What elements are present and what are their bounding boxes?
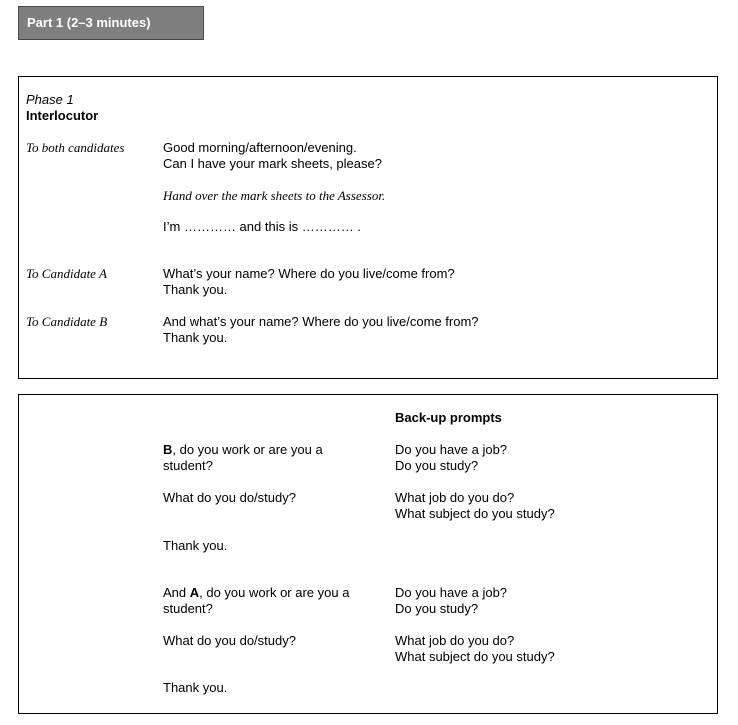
b-question1-rest: , do you work or are you a xyxy=(172,442,323,457)
candidate-a-line2: Thank you. xyxy=(163,282,228,297)
b-question2: What do you do/study? xyxy=(163,490,296,505)
a-question1-line1 xyxy=(163,585,349,601)
candidate-a-line1: What’s your name? Where do you live/come from? xyxy=(163,266,455,281)
b-question1-line1 xyxy=(163,442,323,458)
a-prompt1-line2: Do you study? xyxy=(395,601,479,616)
a-prompt2-line1: What job do you do? xyxy=(395,633,515,648)
candidate-b-line1: And what’s your name? Where do you live/come from? xyxy=(163,314,479,329)
phase-label: Phase 1 xyxy=(26,92,74,107)
part-header xyxy=(18,6,204,40)
candidate-a-letter: A xyxy=(189,585,200,600)
candidate-b-letter: B xyxy=(163,442,173,457)
candidate-b-line2: Thank you. xyxy=(163,330,228,345)
a-thanks: Thank you. xyxy=(163,680,228,695)
b-prompt2-line1: What job do you do? xyxy=(395,490,515,505)
b-thanks: Thank you. xyxy=(163,538,228,553)
a-prompt2-line2: What subject do you study? xyxy=(395,649,555,664)
greeting-line1: Good morning/afternoon/evening. xyxy=(163,140,357,155)
a-question2: What do you do/study? xyxy=(163,633,296,648)
to-candidate-a-label: To Candidate A xyxy=(26,266,107,281)
a-prompt1-line1: Do you have a job? xyxy=(395,585,508,600)
a-question1-line2: student? xyxy=(163,601,213,616)
to-both-label: To both candidates xyxy=(26,140,125,155)
role-label: Interlocutor xyxy=(26,108,99,123)
to-candidate-b-label: To Candidate B xyxy=(26,314,108,329)
b-prompt1-line1: Do you have a job? xyxy=(395,442,508,457)
backup-prompts-heading: Back-up prompts xyxy=(395,410,502,425)
phase1-box xyxy=(18,76,718,379)
greeting-line2: Can I have your mark sheets, please? xyxy=(163,156,382,171)
intro-line: I’m ………… and this is ………… . xyxy=(163,219,361,234)
b-prompt1-line2: Do you study? xyxy=(395,458,479,473)
b-prompt2-line2: What subject do you study? xyxy=(395,506,555,521)
a-question1-rest: , do you work or are you a xyxy=(199,585,350,600)
phase2-box xyxy=(18,394,718,714)
instruction-text: Hand over the mark sheets to the Assessor. xyxy=(163,188,386,203)
b-question1-line2: student? xyxy=(163,458,213,473)
a-question1-prefix: And xyxy=(163,585,190,600)
part-label: Part 1 (2–3 minutes) xyxy=(27,15,151,30)
